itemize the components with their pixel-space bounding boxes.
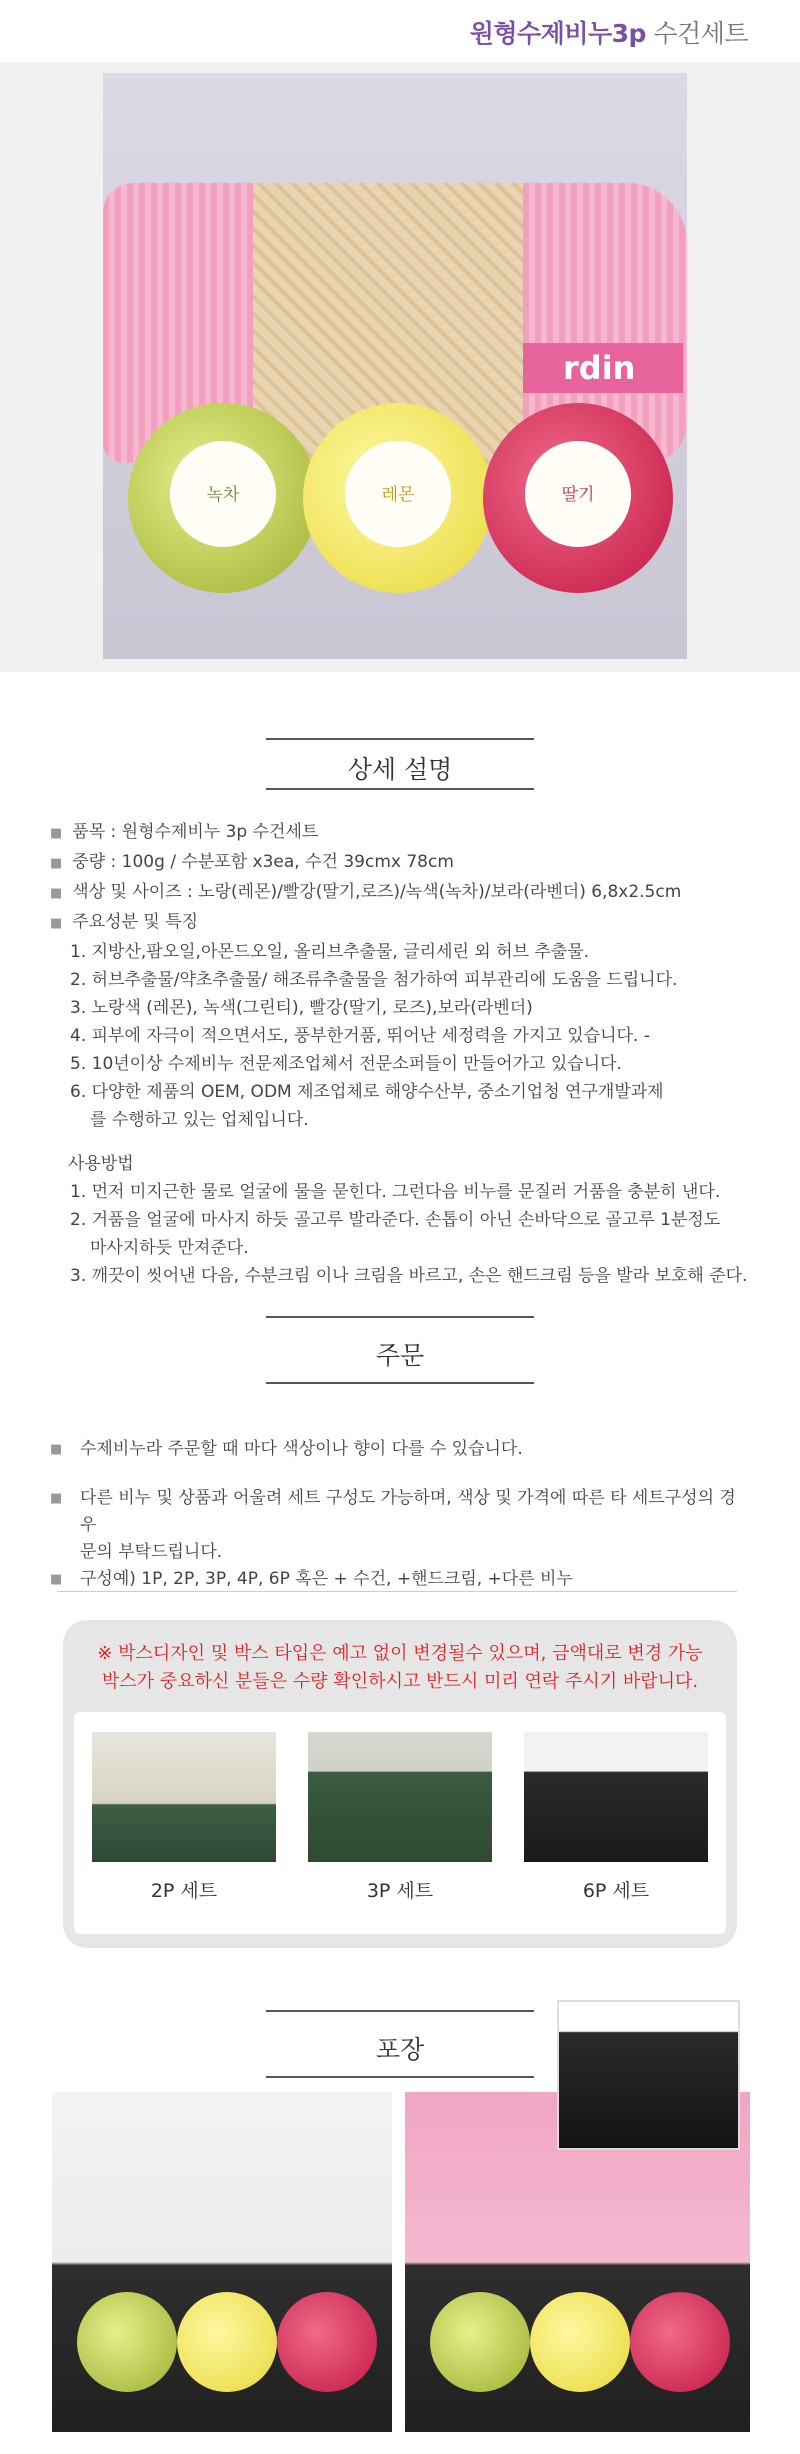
set-2p	[92, 1732, 276, 1903]
details-title: 상세 설명	[266, 738, 534, 790]
soap-yellow	[530, 2292, 630, 2392]
product-title: 원형수제비누3p	[469, 19, 646, 48]
set-label: 2P 세트	[150, 1880, 218, 1902]
soap-label: 딸기	[525, 441, 631, 547]
order-note-cont: 문의 부탁드립니다.	[80, 1542, 223, 1562]
feature-item-cont: 를 수행하고 있는 업체입니다.	[90, 1110, 309, 1130]
box-notice-line: 박스가 중요하신 분들은 수량 확인하시고 반드시 미리 연락 주시기 바랍니다.	[101, 1671, 699, 1692]
soap-yellow	[303, 403, 493, 593]
details-list	[50, 818, 760, 1290]
spec-item: ■ 품목 : 원형수제비누 3p 수건세트	[50, 818, 760, 848]
soap-red	[630, 2292, 730, 2392]
soap-green	[128, 403, 318, 593]
soap-green	[430, 2292, 530, 2392]
spec-item: ■ 주요성분 및 특징	[50, 908, 760, 938]
notice-box	[63, 1620, 737, 1948]
set-photo	[524, 1732, 708, 1862]
product-photo	[103, 73, 687, 659]
page-header	[0, 0, 800, 62]
packaging-photo-box	[557, 2000, 740, 2150]
soap-yellow	[177, 2292, 277, 2392]
feature-item: 2. 허브추출물/약초추출물/ 해조류추출물을 첨가하여 피부관리에 도움을 드립니다.	[70, 970, 678, 990]
order-title: 주문	[266, 1316, 534, 1384]
box-notice	[63, 1620, 737, 1696]
towel-logo: rdin	[523, 343, 683, 393]
spec-item: ■ 색상 및 사이즈 : 노랑(레몬)/빨강(딸기,로즈)/녹색(녹차)/보라(라벤더) 6,8x2.5cm	[50, 878, 760, 908]
set-3p	[308, 1732, 492, 1903]
set-photo	[308, 1732, 492, 1862]
soap-green	[77, 2292, 177, 2392]
order-list	[50, 1436, 750, 1593]
order-note: ■ 수제비누라 주문할 때 마다 색상이나 향이 다를 수 있습니다.	[50, 1436, 750, 1463]
set-6p	[524, 1732, 708, 1903]
spec-item: ■ 중량 : 100g / 수분포함 x3ea, 수건 39cmx 78cm	[50, 848, 760, 878]
soap-label: 레몬	[345, 441, 451, 547]
feature-item: 6. 다양한 제품의 OEM, ODM 제조업체로 해양수산부, 중소기업청 연구개발과제	[70, 1082, 664, 1102]
feature-item: 5. 10년이상 수제비누 전문제조업체서 전문소퍼들이 만들어가고 있습니다.	[70, 1054, 622, 1074]
set-label: 6P 세트	[582, 1880, 650, 1902]
usage-item: 3. 깨끗이 씻어낸 다음, 수분크림 이나 크림을 바르고, 손은 핸드크림 등을 발라 보호해 준다.	[70, 1266, 748, 1286]
divider	[57, 1591, 737, 1592]
usage-item: 2. 거품을 얼굴에 마사지 하듯 골고루 발라준다. 손톱이 아닌 손바닥으로 골고루 1분정도	[70, 1210, 721, 1230]
soap-red	[277, 2292, 377, 2392]
box-notice-line: ※ 박스디자인 및 박스 타입은 예고 없이 변경될수 있으며, 금액대로 변경 가능	[97, 1643, 703, 1664]
packaging-photo-white-towel	[52, 2092, 392, 2432]
order-note: ■ 구성예) 1P, 2P, 3P, 4P, 6P 혹은 + 수건, +핸드크림, +다른 비누	[50, 1566, 750, 1593]
order-note: ■ 다른 비누 및 상품과 어울려 세트 구성도 가능하며, 색상 및 가격에 따른 타 세트구성의 경우	[50, 1485, 750, 1539]
set-label: 3P 세트	[366, 1880, 434, 1902]
feature-item: 4. 피부에 자극이 적으면서도, 풍부한거품, 뛰어난 세정력을 가지고 있습니다. -	[70, 1026, 650, 1046]
usage-item: 1. 먼저 미지근한 물로 얼굴에 물을 묻힌다. 그런다음 비누를 문질러 거품을 충분히 낸다.	[70, 1182, 721, 1202]
product-subtitle: 수건세트	[653, 19, 748, 48]
set-photo	[92, 1732, 276, 1862]
soap-label: 녹차	[170, 441, 276, 547]
feature-item: 1. 지방산,팜오일,아몬드오일, 올리브추출물, 글리세린 외 허브 추출물.	[70, 942, 590, 962]
soap-red	[483, 403, 673, 593]
feature-item: 3. 노랑색 (레몬), 녹색(그린티), 빨강(딸기, 로즈),보라(라벤더)	[70, 998, 533, 1018]
usage-item-cont: 마사지하듯 만져준다.	[90, 1238, 249, 1258]
set-gallery	[74, 1712, 726, 1934]
usage-title: 사용방법	[68, 1154, 134, 1174]
packaging-title: 포장	[266, 2010, 534, 2078]
